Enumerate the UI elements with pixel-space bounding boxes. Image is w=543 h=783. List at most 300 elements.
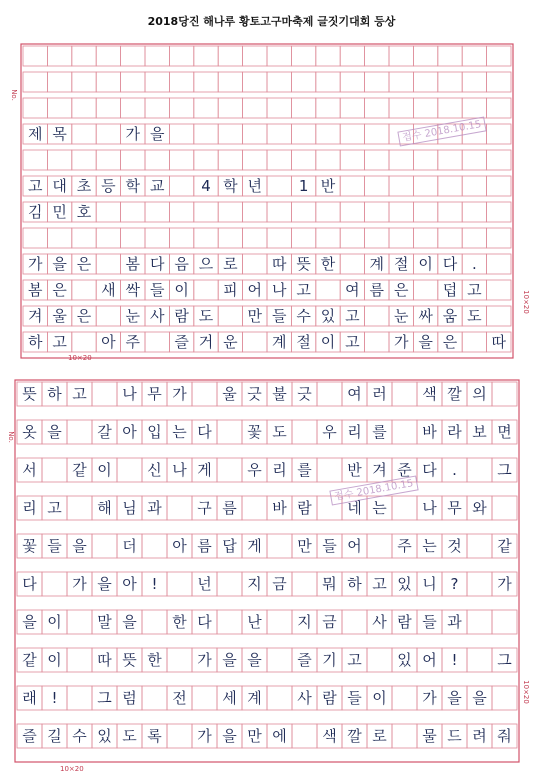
handwritten-char: 을 <box>222 727 237 745</box>
grid-cell <box>23 98 47 118</box>
grid-cell <box>316 98 340 118</box>
grid-cell <box>23 228 47 248</box>
grid-cell <box>145 228 169 248</box>
grid-cell <box>492 686 517 710</box>
handwritten-char: 과 <box>447 613 462 631</box>
handwritten-char: 우 <box>247 461 262 479</box>
grid-cell <box>438 202 462 222</box>
handwritten-char: 새 <box>101 281 116 299</box>
handwritten-char: 겨 <box>27 307 43 325</box>
handwritten-char: 긋 <box>247 385 262 403</box>
grid-cell <box>145 202 169 222</box>
handwritten-char: 는 <box>372 499 387 517</box>
handwritten-char: 이 <box>47 613 62 631</box>
grid-cell <box>167 648 192 672</box>
grid-cell <box>316 228 340 248</box>
handwritten-char: 길 <box>47 727 62 745</box>
handwritten-char: 람 <box>174 307 189 325</box>
grid-cell <box>169 228 193 248</box>
handwritten-char: 리 <box>272 461 287 479</box>
grid-cell <box>145 98 169 118</box>
handwritten-char: 람 <box>297 499 312 517</box>
grid-cell <box>217 420 242 444</box>
handwritten-char: 드 <box>447 727 462 745</box>
handwritten-char: 겨 <box>372 461 387 479</box>
handwritten-char: 긋 <box>297 385 312 403</box>
handwritten-char: 계 <box>271 333 287 351</box>
receipt-stamp: 접수 2018.10.15 <box>329 475 418 505</box>
handwritten-char: ! <box>151 575 158 593</box>
grid-cell <box>492 610 517 634</box>
grid-cell <box>492 496 517 520</box>
handwritten-char: 사 <box>297 689 312 707</box>
grid-cell <box>267 176 291 196</box>
grid-cell <box>340 176 364 196</box>
grid-cell <box>96 254 120 274</box>
handwritten-char: 초 <box>76 177 92 195</box>
handwritten-char: 따 <box>491 333 507 351</box>
grid-cell <box>392 686 417 710</box>
grid-cell <box>194 98 218 118</box>
handwritten-char: 은 <box>76 307 92 325</box>
grid-cell <box>145 72 169 92</box>
grid-cell <box>462 202 486 222</box>
grid-size-footer-label: 10×20 <box>68 354 92 362</box>
handwritten-char: 어 <box>422 651 437 669</box>
handwritten-char: 은 <box>76 255 92 273</box>
handwritten-char: 신 <box>147 461 162 479</box>
grid-cell <box>487 46 511 66</box>
grid-cell <box>413 98 437 118</box>
handwritten-char: ! <box>451 651 458 669</box>
grid-cell <box>67 686 92 710</box>
grid-cell <box>169 202 193 222</box>
grid-cell <box>72 124 96 144</box>
grid-cell <box>487 280 511 300</box>
handwritten-char: 수 <box>296 307 311 325</box>
grid-cell <box>167 724 192 748</box>
handwritten-char: 만 <box>247 307 263 325</box>
handwritten-char: 따 <box>97 651 112 669</box>
handwritten-char: 고 <box>467 281 482 299</box>
handwritten-char: 으 <box>198 255 214 273</box>
handwritten-char: ? <box>450 575 459 593</box>
grid-cell <box>392 382 417 406</box>
grid-cell <box>291 124 315 144</box>
handwritten-char: 보 <box>472 423 487 441</box>
handwritten-char: 입 <box>147 423 162 441</box>
handwritten-char: 사 <box>372 613 387 631</box>
handwritten-char: 을 <box>149 125 165 143</box>
grid-cell <box>192 686 217 710</box>
handwritten-char: 지 <box>297 613 312 631</box>
grid-cell <box>243 98 267 118</box>
grid-cell <box>316 280 340 300</box>
handwritten-char: 가 <box>27 255 43 273</box>
handwritten-char: 나 <box>422 499 437 517</box>
handwritten-char: 뜻 <box>122 651 137 669</box>
handwritten-char: 금 <box>322 613 337 631</box>
handwritten-char: 고 <box>72 385 87 403</box>
grid-cell <box>487 72 511 92</box>
grid-cell <box>389 176 413 196</box>
handwritten-char: 준 <box>397 461 412 479</box>
grid-cell <box>96 306 120 326</box>
handwritten-char: 주 <box>397 537 412 555</box>
handwritten-char: 바 <box>422 423 437 441</box>
handwritten-char: 고 <box>345 333 360 351</box>
grid-cell <box>194 228 218 248</box>
handwritten-char: 그 <box>97 689 112 707</box>
handwritten-char: 라 <box>447 423 462 441</box>
grid-cell <box>218 124 242 144</box>
handwritten-char: 다 <box>22 575 37 593</box>
grid-cell <box>492 382 517 406</box>
handwritten-char: 불 <box>272 385 287 403</box>
handwritten-char: 도 <box>198 307 214 325</box>
handwritten-char: 다 <box>422 461 437 479</box>
handwritten-char: 고 <box>347 651 362 669</box>
grid-cell <box>121 98 145 118</box>
handwritten-char: 에 <box>272 727 287 745</box>
grid-cell <box>67 496 92 520</box>
grid-cell <box>72 228 96 248</box>
grid-cell <box>117 458 142 482</box>
grid-cell <box>72 98 96 118</box>
handwritten-char: 답 <box>222 537 237 555</box>
grid-cell <box>365 150 389 170</box>
grid-cell <box>194 46 218 66</box>
grid-cell <box>169 72 193 92</box>
grid-size-side-label: 10×20 <box>521 290 530 314</box>
handwritten-char: 아 <box>101 333 116 351</box>
handwritten-char: 색 <box>422 385 437 403</box>
handwritten-char: 전 <box>172 689 187 707</box>
grid-cell <box>47 150 71 170</box>
handwritten-char: 한 <box>172 613 187 631</box>
grid-cell <box>316 150 340 170</box>
handwritten-char: 즐 <box>174 333 189 351</box>
grid-cell <box>392 496 417 520</box>
grid-cell <box>92 534 117 558</box>
handwritten-char: 학 <box>125 177 141 195</box>
handwritten-char: 같 <box>22 651 37 669</box>
handwritten-char: 세 <box>222 689 237 707</box>
handwritten-char: ! <box>51 689 58 707</box>
grid-cell <box>487 306 511 326</box>
grid-cell <box>217 572 242 596</box>
handwritten-char: 을 <box>122 613 137 631</box>
grid-cell <box>291 72 315 92</box>
handwritten-char: 가 <box>172 385 187 403</box>
handwritten-char: 눈 <box>125 307 141 325</box>
handwritten-char: 이 <box>47 651 62 669</box>
handwritten-char: 그 <box>497 651 512 669</box>
handwritten-char: 다 <box>149 255 165 273</box>
handwritten-char: 4 <box>201 177 211 195</box>
grid-cell <box>96 202 120 222</box>
handwritten-char: 계 <box>369 255 385 273</box>
handwritten-char: 을 <box>47 423 62 441</box>
grid-cell <box>316 46 340 66</box>
handwritten-char: 절 <box>296 333 311 351</box>
handwritten-char: 고 <box>296 281 311 299</box>
grid-cell <box>267 202 291 222</box>
grid-size-side-label: 10×20 <box>521 680 530 704</box>
handwritten-char: 울 <box>52 307 67 325</box>
handwritten-char: 음 <box>174 255 189 273</box>
handwritten-char: 주 <box>125 333 141 351</box>
grid-cell <box>145 46 169 66</box>
grid-cell <box>487 124 511 144</box>
handwritten-char: 리 <box>22 499 37 517</box>
handwritten-char: 한 <box>320 255 336 273</box>
handwritten-char: 니 <box>422 575 437 593</box>
grid-cell <box>467 572 492 596</box>
grid-cell <box>67 610 92 634</box>
receipt-stamp: 접수 2018.10.15 <box>397 116 486 146</box>
grid-cell <box>47 98 71 118</box>
handwritten-char: 래 <box>22 689 37 707</box>
grid-cell <box>467 648 492 672</box>
handwritten-char: 무 <box>147 385 162 403</box>
handwritten-char: 들 <box>47 537 62 555</box>
handwritten-char: 기 <box>322 651 337 669</box>
handwritten-char: 을 <box>418 333 433 351</box>
handwritten-char: 름 <box>369 281 385 299</box>
handwritten-char: 하 <box>27 333 43 351</box>
handwritten-char: 름 <box>197 537 212 555</box>
grid-cell <box>243 202 267 222</box>
grid-cell <box>267 98 291 118</box>
handwritten-char: 고 <box>27 177 43 195</box>
grid-cell <box>194 202 218 222</box>
handwritten-char: 따 <box>271 255 287 273</box>
handwritten-char: 덥 <box>442 281 458 299</box>
handwritten-char: 럼 <box>122 689 137 707</box>
grid-cell <box>42 572 67 596</box>
grid-cell <box>121 150 145 170</box>
handwritten-char: 난 <box>247 613 262 631</box>
grid-cell <box>291 202 315 222</box>
handwritten-char: 아 <box>122 423 137 441</box>
grid-cell <box>365 98 389 118</box>
grid-cell <box>389 46 413 66</box>
handwritten-char: 울 <box>222 385 237 403</box>
grid-cell <box>243 150 267 170</box>
grid-cell <box>340 202 364 222</box>
grid-cell <box>96 124 120 144</box>
handwritten-char: 를 <box>372 423 387 441</box>
grid-cell <box>438 228 462 248</box>
grid-cell <box>92 382 117 406</box>
grid-cell <box>367 648 392 672</box>
handwritten-char: 와 <box>472 499 487 517</box>
grid-cell <box>292 420 317 444</box>
grid-cell <box>487 228 511 248</box>
grid-cell <box>389 98 413 118</box>
grid-cell <box>462 46 486 66</box>
handwritten-char: 한 <box>147 651 162 669</box>
grid-cell <box>487 98 511 118</box>
handwritten-char: 넌 <box>197 575 212 593</box>
handwritten-char: 러 <box>372 385 387 403</box>
handwritten-char: 반 <box>320 177 336 195</box>
handwritten-char: 금 <box>272 575 287 593</box>
handwritten-char: 님 <box>122 499 137 517</box>
handwritten-char: 싸 <box>418 307 433 325</box>
handwritten-char: 움 <box>442 307 458 325</box>
handwritten-char: 꽃 <box>22 537 37 555</box>
handwritten-char: 도 <box>122 727 137 745</box>
handwritten-char: 옷 <box>22 423 37 441</box>
grid-cell <box>340 228 364 248</box>
handwritten-char: 이 <box>174 281 189 299</box>
handwritten-char: 이 <box>418 255 433 273</box>
grid-cell <box>121 72 145 92</box>
grid-cell <box>72 150 96 170</box>
grid-cell <box>267 124 291 144</box>
grid-cell <box>340 98 364 118</box>
grid-cell <box>367 534 392 558</box>
grid-cell <box>169 176 193 196</box>
handwritten-char: 무 <box>447 499 462 517</box>
grid-cell <box>243 254 267 274</box>
grid-cell <box>194 150 218 170</box>
grid-cell <box>218 202 242 222</box>
handwritten-char: 을 <box>247 651 262 669</box>
handwritten-char: 목 <box>52 125 67 143</box>
handwritten-char: 대 <box>52 177 67 195</box>
grid-cell <box>218 72 242 92</box>
grid-cell <box>389 228 413 248</box>
grid-cell <box>267 686 292 710</box>
handwritten-char: 교 <box>149 177 165 195</box>
handwritten-char: 등 <box>101 177 116 195</box>
grid-cell <box>243 124 267 144</box>
handwritten-char: 제 <box>27 125 43 143</box>
handwritten-char: 고 <box>345 307 360 325</box>
handwritten-char: 나 <box>271 281 287 299</box>
handwritten-char: 로 <box>223 255 238 273</box>
handwritten-char: 어 <box>347 537 362 555</box>
grid-cell <box>316 202 340 222</box>
grid-cell <box>291 46 315 66</box>
grid-cell <box>462 332 486 352</box>
handwritten-char: 것 <box>447 537 462 555</box>
grid-cell <box>72 280 96 300</box>
handwritten-char: 게 <box>247 537 262 555</box>
grid-cell <box>218 150 242 170</box>
grid-cell <box>145 332 169 352</box>
handwritten-char: 게 <box>197 461 212 479</box>
handwritten-char: 들 <box>271 307 287 325</box>
page-title: 2018당진 해나루 황토고구마축제 글짓기대회 등상 <box>147 15 396 28</box>
grid-cell <box>340 124 364 144</box>
grid-cell <box>462 176 486 196</box>
grid-cell <box>96 72 120 92</box>
grid-cell <box>438 46 462 66</box>
grid-cell <box>243 46 267 66</box>
handwritten-char: 가 <box>422 689 437 707</box>
grid-cell <box>243 332 267 352</box>
grid-cell <box>72 72 96 92</box>
grid-cell <box>438 176 462 196</box>
grid-cell <box>413 72 437 92</box>
grid-cell <box>365 228 389 248</box>
handwritten-char: 계 <box>247 689 262 707</box>
grid-cell <box>243 228 267 248</box>
handwritten-char: 가 <box>197 727 212 745</box>
handwritten-char: 는 <box>172 423 187 441</box>
sheet-number-label: No. <box>6 431 15 443</box>
grid-cell <box>67 648 92 672</box>
handwritten-char: 름 <box>222 499 237 517</box>
sheet-number-label: No. <box>9 89 18 101</box>
grid-cell <box>291 228 315 248</box>
grid-cell <box>23 150 47 170</box>
grid-cell <box>192 382 217 406</box>
handwritten-char: 운 <box>223 333 238 351</box>
grid-cell <box>47 228 71 248</box>
handwritten-char: 뭐 <box>322 575 337 593</box>
handwritten-char: 을 <box>22 613 37 631</box>
handwritten-char: 서 <box>22 461 37 479</box>
handwritten-char: 즐 <box>22 727 37 745</box>
handwritten-char: 록 <box>147 727 162 745</box>
handwritten-char: 뜻 <box>296 255 311 273</box>
grid-cell <box>340 254 364 274</box>
handwritten-char: 하 <box>47 385 62 403</box>
handwritten-char: 가 <box>497 575 512 593</box>
grid-cell <box>96 150 120 170</box>
grid-cell <box>487 254 511 274</box>
grid-cell <box>267 72 291 92</box>
grid-cell <box>438 72 462 92</box>
handwritten-char: 그 <box>497 461 512 479</box>
handwritten-char: 여 <box>345 281 360 299</box>
grid-cell <box>194 124 218 144</box>
handwritten-char: . <box>452 461 457 479</box>
grid-cell <box>487 150 511 170</box>
grid-cell <box>365 124 389 144</box>
handwritten-char: 면 <box>497 423 512 441</box>
handwritten-char: 네 <box>347 499 362 517</box>
handwritten-char: 바 <box>272 499 287 517</box>
handwritten-char: 더 <box>122 537 137 555</box>
grid-cell <box>169 150 193 170</box>
handwritten-char: 같 <box>497 537 512 555</box>
grid-cell <box>242 496 267 520</box>
grid-cell <box>169 46 193 66</box>
handwritten-char: 과 <box>147 499 162 517</box>
handwritten-char: 도 <box>272 423 287 441</box>
grid-cell <box>365 332 389 352</box>
grid-cell <box>96 228 120 248</box>
grid-cell <box>487 202 511 222</box>
handwritten-char: 거 <box>198 333 214 351</box>
handwritten-char: 갈 <box>97 423 112 441</box>
handwritten-char: 고 <box>372 575 387 593</box>
handwritten-char: 을 <box>72 537 87 555</box>
handwritten-char: 들 <box>322 537 337 555</box>
grid-cell <box>438 150 462 170</box>
handwritten-char: 고 <box>47 499 62 517</box>
handwritten-char: 꽃 <box>247 423 262 441</box>
handwritten-char: 여 <box>347 385 362 403</box>
grid-cell <box>438 98 462 118</box>
handwritten-char: 지 <box>247 575 262 593</box>
